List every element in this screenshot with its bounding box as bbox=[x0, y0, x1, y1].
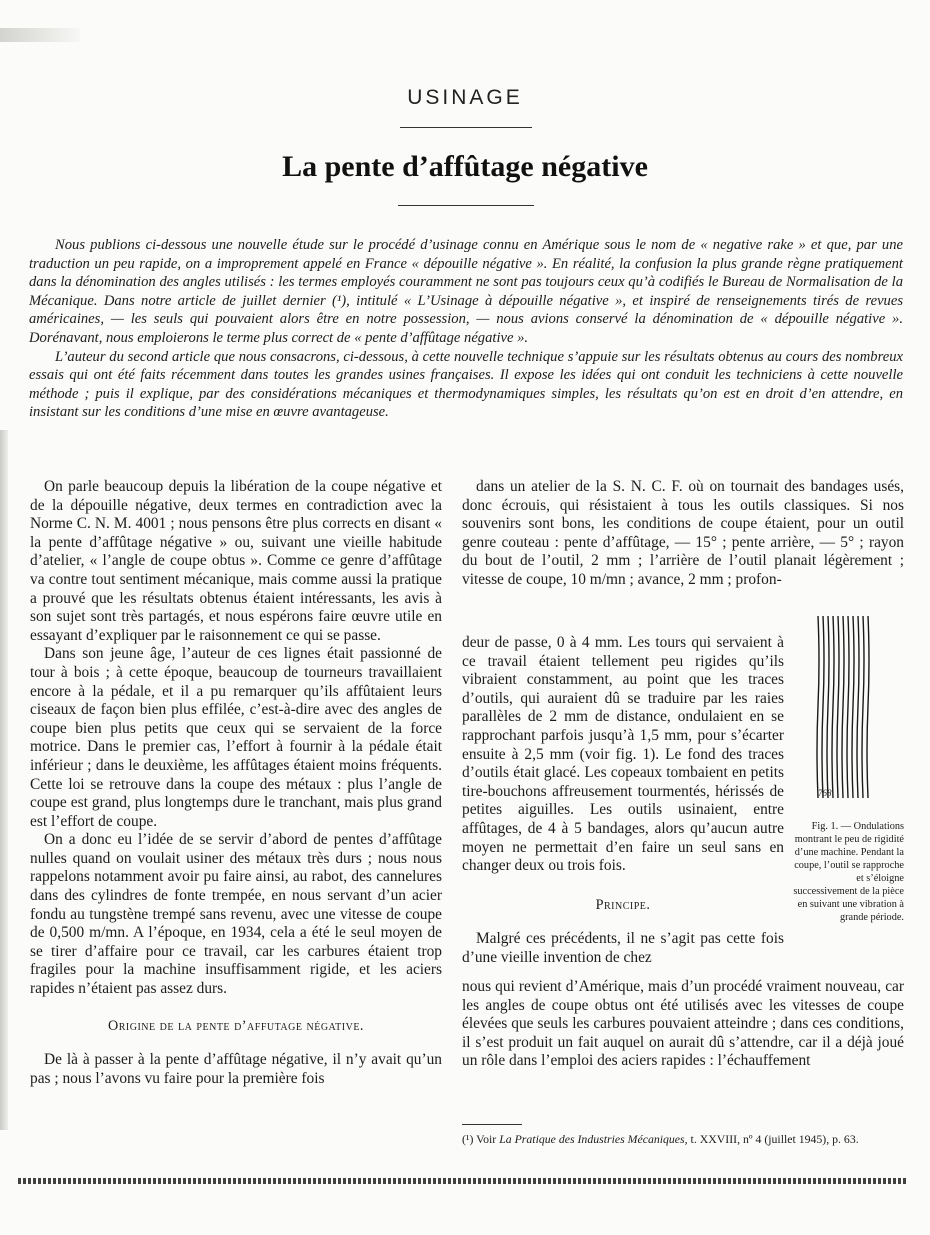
section-subheading: Origine de la pente d’affutage négative. bbox=[108, 1017, 364, 1034]
scan-edge-left bbox=[0, 430, 8, 1130]
body-paragraph: De là à passer à la pente d’affûtage négative, il n’y avait qu’un pas ; nous l’avons vu faire pour la première fois bbox=[30, 1051, 442, 1087]
right-column-middle bbox=[462, 634, 784, 968]
body-paragraph: dans un atelier de la S. N. C. F. où on tournait des bandages usés, donc écrouis, qui résistaient à tous les outils classiques. Si nos souvenirs sont bons, les conditions de coupe étaient, pour un outil genre couteau : pente d’affûtage, — 15° ; pente arrière, — 5° ; rayon du bout de l’outil, 2 mm ; l’arrière de l’outil planait légèrement ; vitesse de coupe, 10 m/mn ; avance, 2 mm ; profon- bbox=[462, 478, 904, 588]
article-title: La pente d’affûtage négative bbox=[282, 150, 648, 183]
introduction bbox=[29, 236, 903, 422]
figure-caption: Fig. 1. — Ondulations montrant le peu de rigidité d’une machine. Pendant la coupe, l’outil se rapproche et s’éloigne successivement de la pièce en suivant une vibration à grande période. bbox=[793, 821, 904, 923]
footnote-reference: t. XXVIII, nº 4 (juillet 1945), p. 63. bbox=[690, 1132, 859, 1146]
rule-under-section bbox=[400, 127, 532, 128]
intro-paragraph: L’auteur du second article que nous consacrons, ci-dessous, à cette nouvelle technique s’appuie sur les résultats obtenus au cours des nombreux essais qui ont été faits récemment dans toutes les grandes usines françaises. Il expose les idées qui ont conduit les techniciens à cette nouvelle méthode ; puis il explique, par des considérations mécaniques et thermodynamiques simples, les résultats qu’on est en droit d’en attendre, en insistant sur les conditions d’une mise en œuvre avantageuse. bbox=[29, 348, 903, 421]
footnote-rule bbox=[462, 1124, 522, 1125]
section-subheading: Principe. bbox=[595, 896, 651, 913]
intro-paragraph: Nous publions ci-dessous une nouvelle étude sur le procédé d’usinage connu en Amérique sous le nom de « negative rake » et que, par une traduction un peu rapide, on a improprement appelé en France « dépouille négative ». En réalité, la confusion la plus grande règne pratiquement dans la dénomination des angles utilisés : les termes employés couramment ne sont pas toujours ceux qu’à codifiés le Bureau de Normalisation de la Mécanique. Dans notre article de juillet dernier (¹), intitulé « L’Usinage à dépouille négative », et inspiré de renseignements tirés de revues américaines, — les seuls qui pouvaient alors être en notre possession, — nous avions conservé la dénomination de « dépouille négative ». Dorénavant, nous emploierons le terme plus correct de « pente d’affûtage négative ». bbox=[29, 237, 903, 346]
footer-dotted-band bbox=[18, 1178, 908, 1184]
right-column-top bbox=[462, 478, 904, 590]
right-column-bottom bbox=[462, 978, 904, 1071]
rule-under-title bbox=[398, 205, 534, 206]
body-paragraph: nous qui revient d’Amérique, mais d’un procédé vraiment nouveau, car les angles de coupe obtus ont été utilisés avec les vitesses de coupe élevées que seuls les carbures pouvaient atteindre ; dans ces conditions, il s’est produit un fait auquel on aurait dû s’attendre, car il a déjà joué un rôle dans l’emploi des aciers rapides : l’échauffement bbox=[462, 978, 904, 1070]
vibration-lines-figure bbox=[814, 616, 874, 798]
body-paragraph: On parle beaucoup depuis la libération de la coupe négative et de la dépouille négative, deux termes en contradiction avec la Norme C. N. M. 4001 ; nous pensons être plus corrects en disant « la pente d’affûtage négative » ou, suivant une vieille habitude d’atelier, « l’angle de coupe obtus ». Comme ce genre d’affûtage va contre tout sentiment mécanique, mais comme aussi la pratique a prouvé que les résultats obtenus étaient intéressants, les avis à son sujet sont très partagés, et nous espérons faire œuvre utile en essayant d’expliquer par le raisonnement ce qui se passe. bbox=[30, 478, 442, 644]
body-paragraph: deur de passe, 0 à 4 mm. Les tours qui servaient à ce travail étaient tellement peu rigides qu’ils vibraient constamment, au point que les traces d’outils, qui auraient dû se traduire par les raies parallèles de 2 mm de distance, ondulaient en se rapprochant parfois jusqu’à 1,5 mm, pour s’écarter ensuite à 2,5 mm (voir fig. 1). Le fond des traces d’outils était glacé. Les copeaux tombaient en petits tire-bouchons affreusement tourmentés, hérissés de petites aiguilles. Les outils usinaient, entre affûtages, de 4 à 5 bandages, alors qu’aucun autre moyen ne permettait d’en faire un seul sans en changer deux ou trois fois. bbox=[462, 634, 784, 875]
figure-number: 768 bbox=[818, 788, 832, 798]
footnote bbox=[462, 1132, 904, 1147]
body-paragraph: Dans son jeune âge, l’auteur de ces lignes était passionné de tour à bois ; à cette époque, beaucoup de tourneurs travaillaient encore à la pédale, et il a pu remarquer qu’ils affûtaient leurs ciseaux de façon bien plus effilée, c’est-à-dire avec des angles de coupe bien plus petits que ceux qui se servaient de la force motrice. Dans le premier cas, l’effort à fournir à la pédale était inférieur ; dans le deuxième, les affûtages étaient moins fréquents. Cette loi se retrouve dans la coupe des métaux : plus l’angle de coupe est grand, plus longtemps dure le tranchant, mais plus grand est l’effort de coupe. bbox=[30, 645, 442, 830]
body-paragraph: On a donc eu l’idée de se servir d’abord de pentes d’affûtage nulles quand on voulait usiner des métaux très durs ; nous nous rappelons notamment avoir pu faire ainsi, au rabot, des cannelures dans des cylindres de fonte trempée, en nous servant d’un acier fondu au tungstène trempé sans revenu, avec une vitesse de coupe de 0,500 m/mn. A l’époque, en 1934, cela a été le seul moyen de se tirer d’affaire pour ce travail, car les carbures étaient trop fragiles pour la machine insuffisamment rigide, et les aciers rapides n’étaient pas assez durs. bbox=[30, 831, 442, 998]
footnote-source: La Pratique des Industries Mécaniques, bbox=[499, 1132, 688, 1146]
left-column bbox=[30, 478, 442, 1088]
body-paragraph: Malgré ces précédents, il ne s’agit pas cette fois d’une vieille invention de chez bbox=[462, 930, 784, 966]
footnote-mark: (¹) Voir bbox=[462, 1132, 497, 1146]
scan-edge-top bbox=[0, 28, 80, 42]
section-label: USINAGE bbox=[407, 86, 523, 109]
